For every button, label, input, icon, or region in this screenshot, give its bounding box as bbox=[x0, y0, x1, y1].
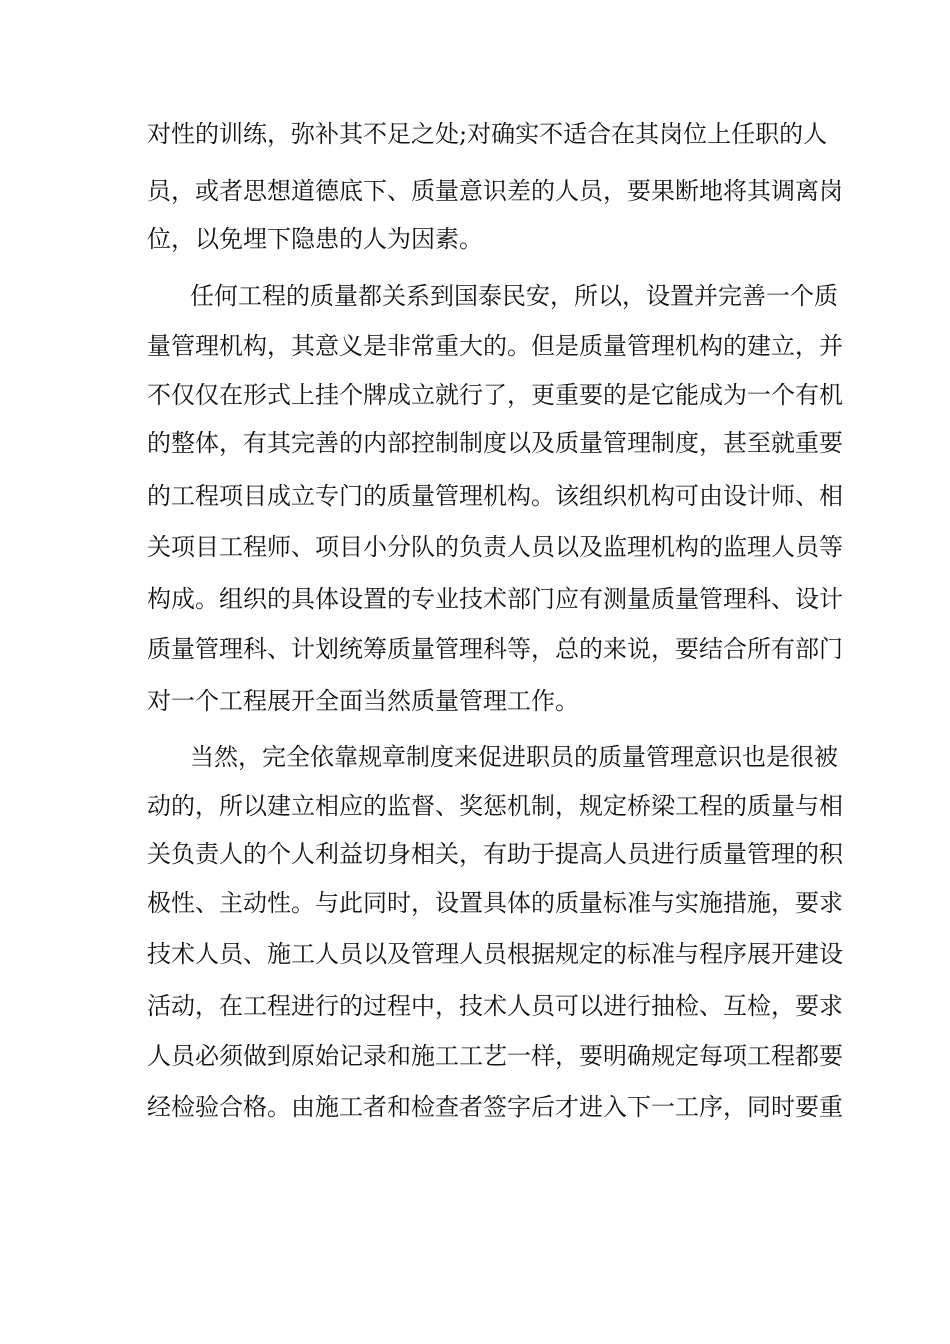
text-line: 经检验合格。由施工者和检查者签字后才进入下一工序，同时要重 bbox=[147, 1093, 843, 1121]
text-line: 量管理机构，其意义是非常重大的。但是质量管理机构的建立，并 bbox=[147, 332, 843, 360]
text-line: 关负责人的个人利益切身相关，有助于提高人员进行质量管理的积 bbox=[147, 840, 843, 868]
text-line: 质量管理科、计划统筹质量管理科等，总的来说，要结合所有部门 bbox=[147, 635, 843, 663]
text-line: 不仅仅在形式上挂个牌成立就行了，更重要的是它能成为一个有机 bbox=[147, 381, 843, 409]
text-line: 活动，在工程进行的过程中，技术人员可以进行抽检、互检，要求 bbox=[147, 992, 843, 1020]
text-line: 位，以免埋下隐患的人为因素。 bbox=[147, 225, 483, 253]
text-line: 极性、主动性。与此同时，设置具体的质量标准与实施措施，要求 bbox=[147, 889, 843, 917]
text-line: 人员必须做到原始记录和施工工艺一样，要明确规定每项工程都要 bbox=[147, 1042, 843, 1070]
text-line: 的整体，有其完善的内部控制制度以及质量管理制度，甚至就重要 bbox=[147, 429, 843, 457]
text-line: 对性的训练，弥补其不足之处;对确实不适合在其岗位上任职的人 bbox=[147, 120, 828, 148]
text-line: 的工程项目成立专门的质量管理机构。该组织机构可由设计师、相 bbox=[147, 482, 843, 510]
text-line: 员，或者思想道德底下、质量意识差的人员，要果断地将其调离岗 bbox=[147, 177, 843, 205]
text-line: 任何工程的质量都关系到国泰民安，所以，设置并完善一个质 bbox=[190, 282, 838, 310]
text-line: 动的，所以建立相应的监督、奖惩机制，规定桥梁工程的质量与相 bbox=[147, 792, 843, 820]
text-line: 构成。组织的具体设置的专业技术部门应有测量质量管理科、设计 bbox=[147, 585, 843, 613]
text-line: 对一个工程展开全面当然质量管理工作。 bbox=[147, 687, 579, 715]
text-line: 关项目工程师、项目小分队的负责人员以及监理机构的监理人员等 bbox=[147, 533, 843, 561]
text-line: 技术人员、施工人员以及管理人员根据规定的标准与程序展开建设 bbox=[147, 940, 843, 968]
text-line: 当然，完全依靠规章制度来促进职员的质量管理意识也是很被 bbox=[190, 743, 838, 771]
